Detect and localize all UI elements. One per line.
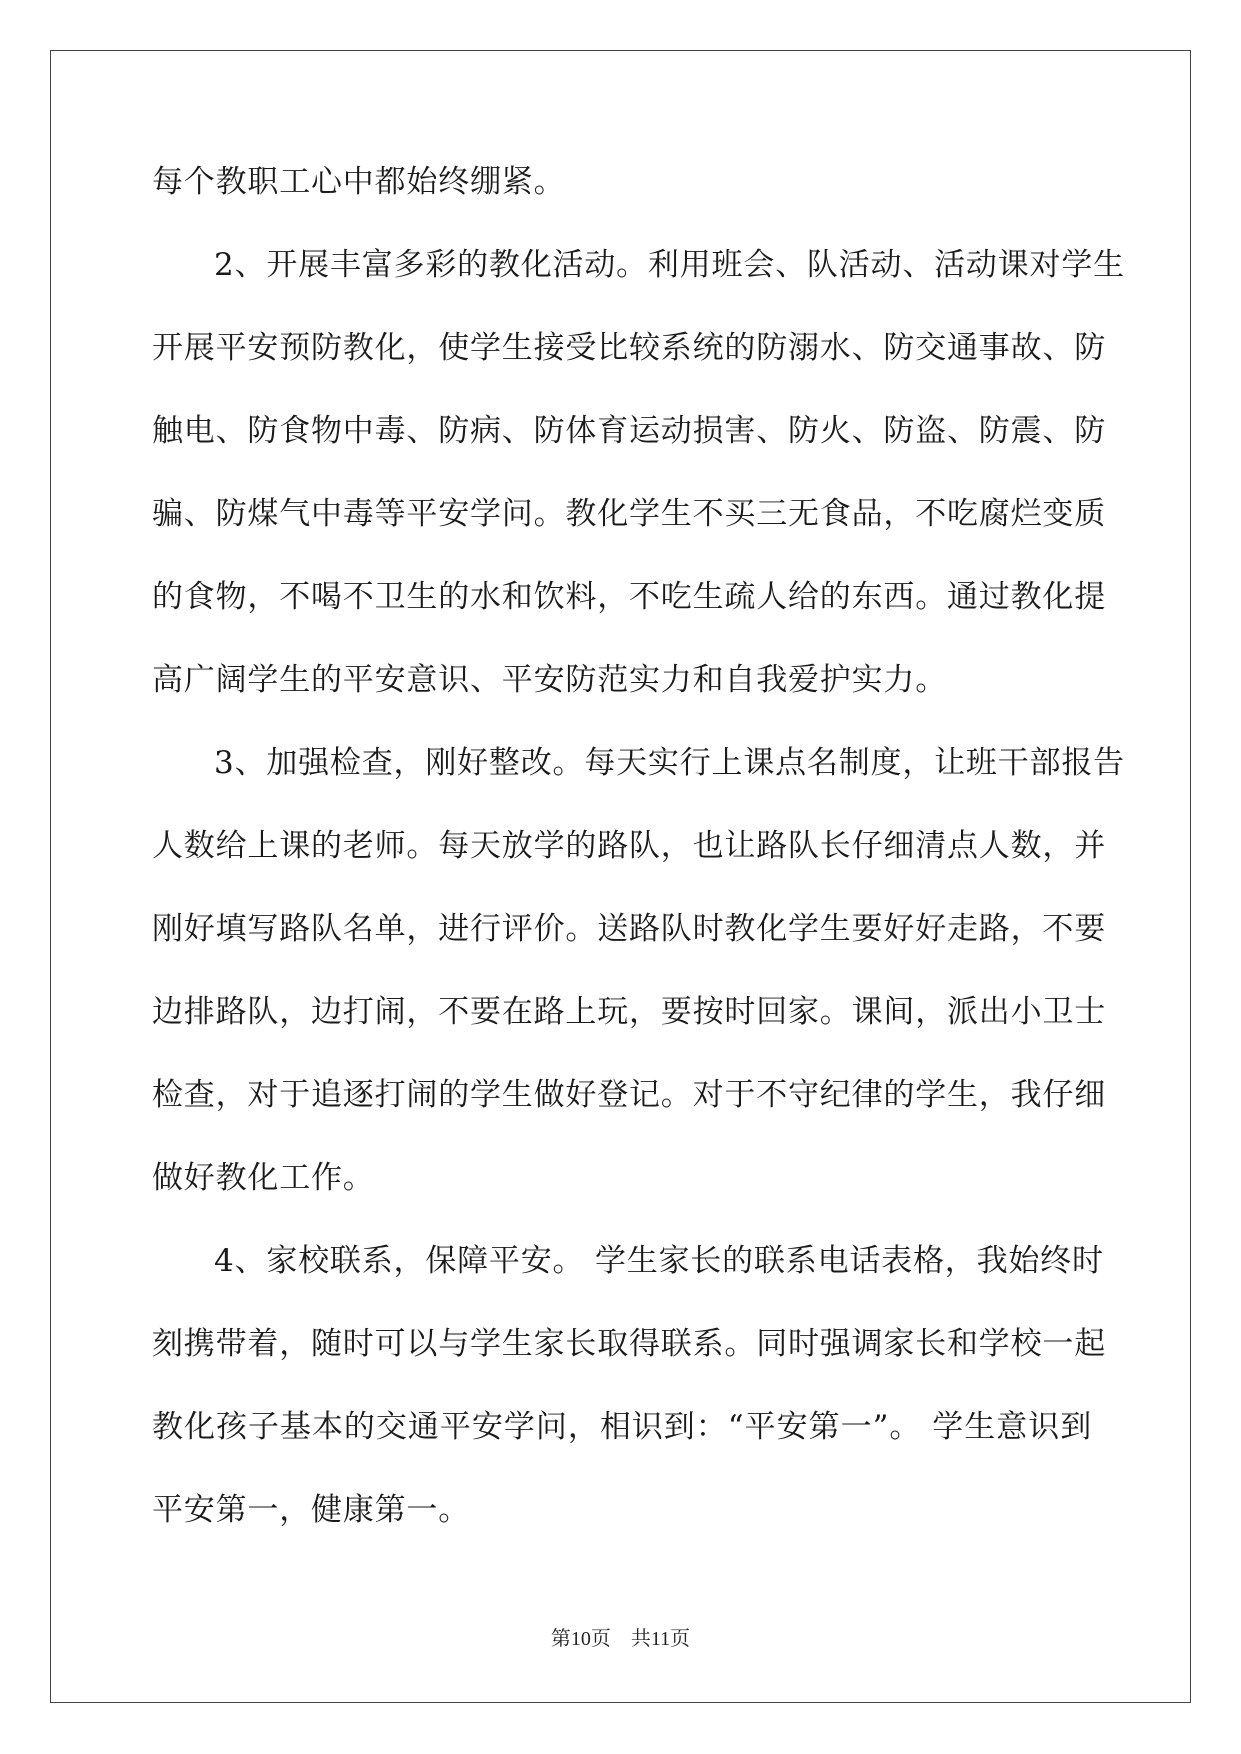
document-body [152,162,1125,1573]
page-number-footer [0,1622,1241,1651]
paragraph-start-line: 3、加强检查，刚好整改。每天实行上课点名制度，让班干部报告 [214,745,1125,781]
text-line: 做好教化工作。 [152,1160,375,1196]
text-line: 每个教职工心中都始终绷紧。 [152,164,566,200]
text-line: 开展平安预防教化，使学生接受比较系统的防溺水、防交通事故、防 [152,330,1106,366]
text-line: 人数给上课的老师。每天放学的路队，也让路队长仔细清点人数，并 [152,828,1106,864]
text-line: 平安第一，健康第一。 [152,1492,470,1528]
paragraph-start-line: 4、家校联系，保障平安。 学生家长的联系电话表格，我始终时 [214,1243,1104,1279]
text-line: 边排路队，边打闹，不要在路上玩，要按时回家。课间，派出小卫士 [152,994,1106,1030]
text-line: 检查，对于追逐打闹的学生做好登记。对于不守纪律的学生，我仔细 [152,1077,1106,1113]
paragraph-start-line: 2、开展丰富多彩的教化活动。利用班会、队活动、活动课对学生 [214,247,1125,283]
text-line: 教化孩子基本的交通平安学问，相识到：“平安第一”。 学生意识到 [152,1409,1092,1445]
text-line: 触电、防食物中毒、防病、防体育运动损害、防火、防盗、防震、防 [152,413,1106,449]
text-line: 刻携带着，随时可以与学生家长取得联系。同时强调家长和学校一起 [152,1326,1106,1362]
text-line: 刚好填写路队名单，进行评价。送路队时教化学生要好好走路，不要 [152,911,1106,947]
text-line: 骗、防煤气中毒等平安学问。教化学生不买三无食品，不吃腐烂变质 [152,496,1106,532]
page-number-label: 第10页 共11页 [550,1628,691,1650]
text-line: 高广阔学生的平安意识、平安防范实力和自我爱护实力。 [152,662,947,698]
text-line: 的食物，不喝不卫生的水和饮料，不吃生疏人给的东西。通过教化提 [152,579,1106,615]
